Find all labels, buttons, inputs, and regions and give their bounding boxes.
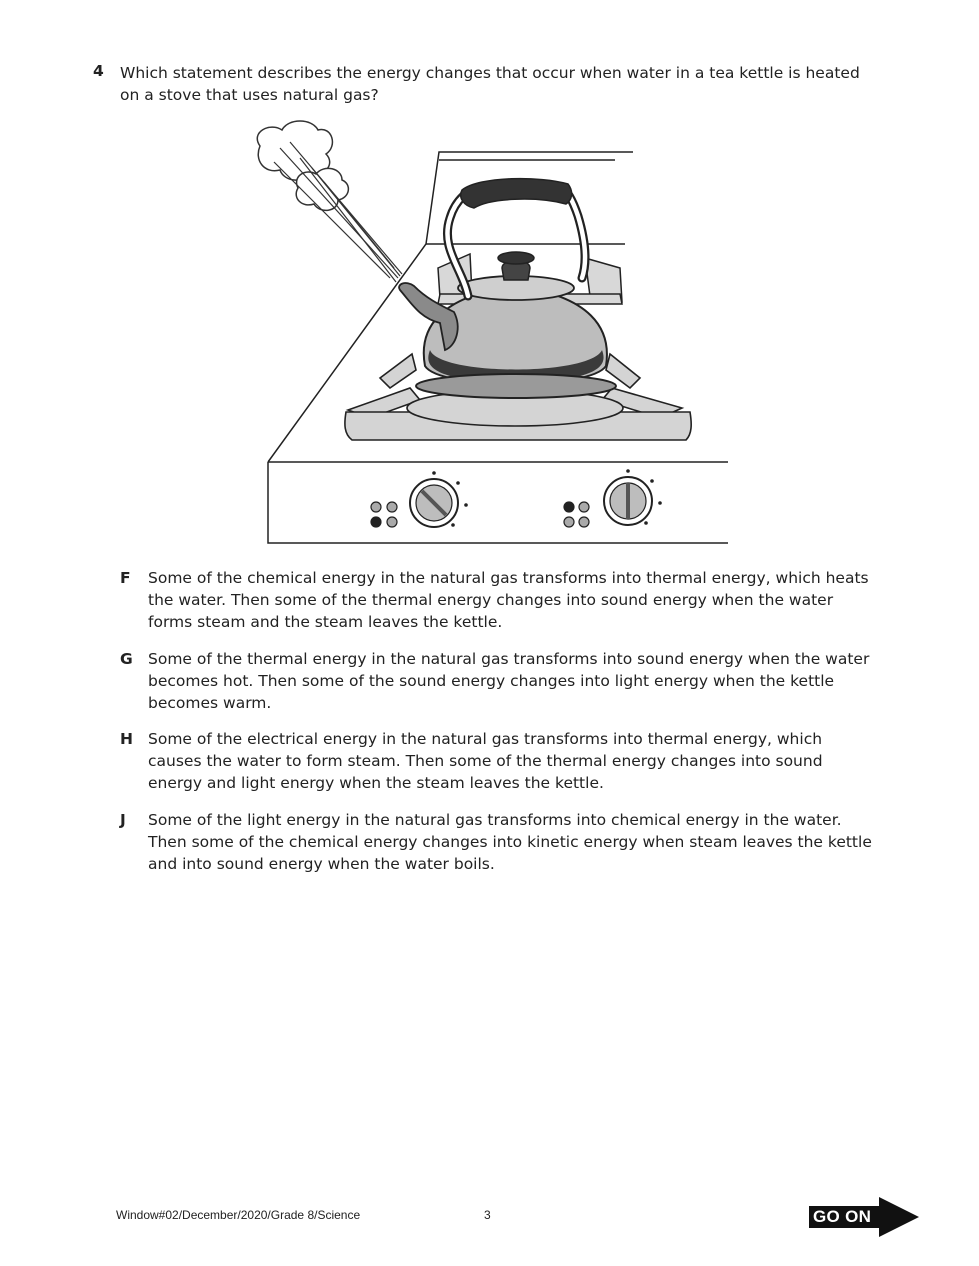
question-text: Which statement describes the energy changes that occur when water in a tea kettle is heated on a stove that uses natural gas? — [120, 64, 860, 104]
answer-option-j[interactable] — [120, 809, 880, 875]
option-letter: G — [120, 650, 133, 668]
answer-option-f[interactable] — [120, 567, 880, 633]
answer-option-g[interactable] — [120, 648, 880, 714]
option-letter: H — [120, 730, 133, 748]
go-on-label: GO ON — [813, 1207, 872, 1226]
arrow-right-icon — [879, 1197, 919, 1237]
option-text: Some of the thermal energy in the natural gas transforms into sound energy when the water becomes hot. Then some of the sound energy changes into light energy when the kettle becomes warm. — [148, 650, 870, 712]
option-text: Some of the light energy in the natural gas transforms into chemical energy in the water. Then some of the chemical energy changes into kinetic energy when steam leaves the kettle and into sound energy when the water boils. — [148, 811, 872, 873]
page-number: 3 — [484, 1208, 491, 1222]
question-number: 4 — [93, 62, 104, 80]
option-text: Some of the chemical energy in the natural gas transforms into thermal energy, which heats the water. Then some of the thermal energy changes into sound energy when the water forms steam and the steam leaves the kettle. — [148, 569, 869, 631]
option-text: Some of the electrical energy in the natural gas transforms into thermal energy, which causes the water to form steam. Then some of the thermal energy changes into sound energy and light energy when the steam leaves the kettle. — [148, 730, 823, 792]
option-letter: F — [120, 569, 131, 587]
option-letter: J — [120, 811, 126, 829]
answer-option-h[interactable] — [120, 728, 880, 794]
footer-document-id: Window#02/December/2020/Grade 8/Science — [116, 1208, 361, 1222]
go-on-arrow-icon — [809, 1197, 921, 1237]
kettle-on-gas-stove-illustration — [240, 118, 740, 550]
